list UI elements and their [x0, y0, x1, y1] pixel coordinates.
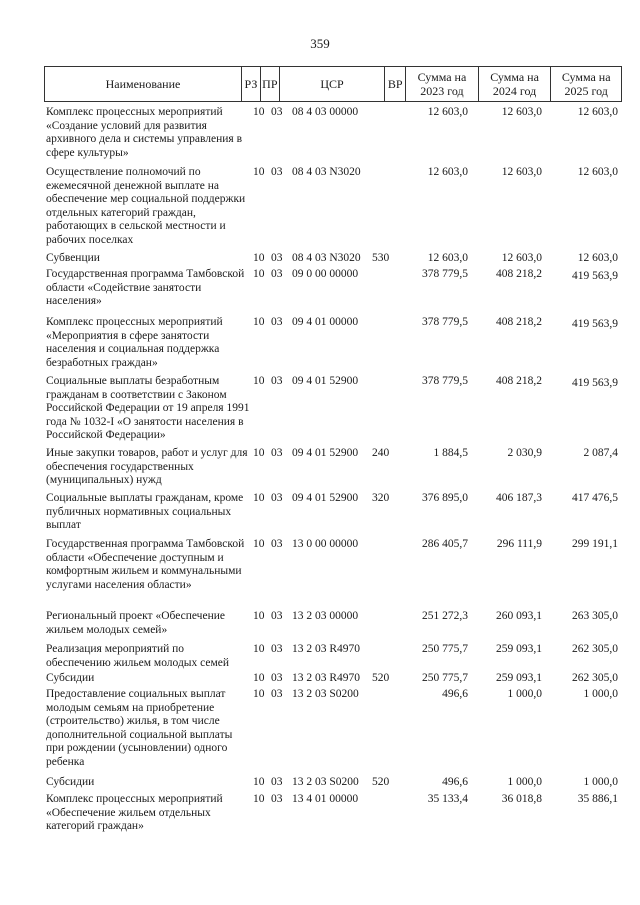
row-rz: 10	[253, 610, 265, 622]
row-sum-2025: 419 563,9	[572, 270, 618, 282]
row-sum-2023: 378 779,5	[422, 316, 468, 328]
row-sum-2023: 376 895,0	[422, 492, 468, 504]
row-csr: 13 2 03 S0200	[292, 776, 359, 788]
row-sum-2024: 408 218,2	[496, 316, 542, 328]
row-sum-2024: 296 111,9	[496, 538, 542, 550]
row-sum-2023: 250 775,7	[422, 672, 468, 684]
row-pr: 03	[271, 610, 283, 622]
row-sum-2024: 36 018,8	[501, 793, 542, 805]
row-sum-2025: 35 886,1	[577, 793, 618, 805]
row-name: Государственная программа Тамбовской области «Обеспечение доступным и комфортным жильем и коммунальными услугами населения области»	[46, 538, 245, 591]
row-sum-2025: 263 305,0	[572, 610, 618, 622]
row-vr: 520	[372, 776, 390, 788]
header-csr: ЦСР	[279, 67, 384, 101]
row-pr: 03	[271, 166, 283, 178]
row-rz: 10	[253, 643, 265, 655]
row-csr: 09 4 01 52900	[292, 492, 359, 504]
row-rz: 10	[253, 793, 265, 805]
header-sum-2025: Сумма на 2025 год	[550, 67, 621, 101]
row-sum-2023: 251 272,3	[422, 610, 468, 622]
row-csr: 08 4 03 N3020	[292, 252, 361, 264]
row-pr: 03	[271, 688, 283, 700]
row-pr: 03	[271, 106, 283, 118]
row-sum-2023: 12 603,0	[427, 166, 468, 178]
row-sum-2024: 1 000,0	[507, 688, 542, 700]
row-sum-2023: 286 405,7	[422, 538, 468, 550]
row-pr: 03	[271, 538, 283, 550]
row-rz: 10	[253, 316, 265, 328]
row-vr: 530	[372, 252, 390, 264]
row-pr: 03	[271, 643, 283, 655]
row-sum-2023: 12 603,0	[427, 106, 468, 118]
row-sum-2024: 259 093,1	[496, 643, 542, 655]
header-sum-2023: Сумма на 2023 год	[405, 67, 478, 101]
row-sum-2024: 260 093,1	[496, 610, 542, 622]
row-rz: 10	[253, 375, 265, 387]
row-sum-2024: 2 030,9	[507, 447, 542, 459]
row-pr: 03	[271, 776, 283, 788]
header-name: Наименование	[105, 77, 181, 91]
page-number: 359	[310, 36, 330, 51]
row-rz: 10	[253, 268, 265, 280]
row-sum-2024: 259 093,1	[496, 672, 542, 684]
row-pr: 03	[271, 492, 283, 504]
row-sum-2025: 12 603,0	[577, 166, 618, 178]
row-name: Комплекс процессных мероприятий «Обеспечение жильем отдельных категорий граждан»	[46, 793, 223, 833]
row-name: Комплекс процессных мероприятий «Создание условий для развития архивного дела и системы управления в сфере культуры»	[46, 106, 243, 159]
row-sum-2025: 419 563,9	[572, 377, 618, 389]
row-name: Осуществление полномочий по ежемесячной денежной выплате на обеспечение мер социальной поддержки отдельных категорий граждан, работающих в сельской местности и рабочих поселках	[46, 166, 246, 246]
row-vr: 520	[372, 672, 390, 684]
row-pr: 03	[271, 793, 283, 805]
header-vr: ВР	[384, 67, 405, 101]
row-sum-2024: 406 187,3	[496, 492, 542, 504]
row-rz: 10	[253, 538, 265, 550]
row-name: Региональный проект «Обеспечение жильем молодых семей»	[46, 610, 225, 636]
row-name: Социальные выплаты гражданам, кроме публичных нормативных социальных выплат	[46, 492, 244, 532]
row-pr: 03	[271, 672, 283, 684]
row-name: Комплекс процессных мероприятий «Мероприятия в сфере занятости населения и социальная поддержка безработных граждан»	[46, 316, 223, 369]
row-csr: 09 4 01 52900	[292, 375, 359, 387]
row-vr: 320	[372, 492, 390, 504]
row-sum-2025: 417 476,5	[572, 492, 618, 504]
row-sum-2023: 35 133,4	[427, 793, 468, 805]
row-name: Субсидии	[46, 672, 95, 684]
row-sum-2023: 250 775,7	[422, 643, 468, 655]
row-name: Субвенции	[46, 252, 100, 264]
row-sum-2024: 1 000,0	[507, 776, 542, 788]
row-sum-2023: 378 779,5	[422, 268, 468, 280]
row-pr: 03	[271, 375, 283, 387]
row-sum-2025: 262 305,0	[572, 643, 618, 655]
row-sum-2024: 12 603,0	[501, 166, 542, 178]
row-sum-2023: 496,6	[442, 776, 468, 788]
row-sum-2024: 408 218,2	[496, 268, 542, 280]
row-name: Государственная программа Тамбовской области «Содействие занятости населения»	[46, 268, 245, 308]
row-csr: 13 2 03 S0200	[292, 688, 359, 700]
row-pr: 03	[271, 447, 283, 459]
row-vr: 240	[372, 447, 390, 459]
header-sum-2024: Сумма на 2024 год	[478, 67, 551, 101]
row-pr: 03	[271, 268, 283, 280]
row-rz: 10	[253, 166, 265, 178]
row-rz: 10	[253, 106, 265, 118]
header-rz: РЗ	[241, 67, 260, 101]
row-sum-2025: 2 087,4	[583, 447, 618, 459]
row-rz: 10	[253, 776, 265, 788]
row-name: Социальные выплаты безработным гражданам в соответствии с Законом Российской Федерации от 19 апреля 1991 года № 1032-I «О занятости населения в Российской Федерации»	[46, 375, 250, 442]
header-pr: ПР	[260, 67, 279, 101]
row-sum-2025: 419 563,9	[572, 318, 618, 330]
row-pr: 03	[271, 316, 283, 328]
row-sum-2025: 12 603,0	[577, 106, 618, 118]
row-sum-2025: 1 000,0	[583, 688, 618, 700]
row-csr: 13 4 01 00000	[292, 793, 359, 805]
row-name: Иные закупки товаров, работ и услуг для обеспечения государственных (муниципальных) нужд	[46, 447, 248, 487]
row-sum-2024: 12 603,0	[501, 106, 542, 118]
row-rz: 10	[253, 447, 265, 459]
row-rz: 10	[253, 688, 265, 700]
row-name: Предоставление социальных выплат молодым семьям на приобретение (строительство) жилья, в том числе дополнительной социальной выплаты при рождении (усыновлении) одного ребенка	[46, 688, 233, 768]
row-sum-2023: 1 884,5	[433, 447, 468, 459]
row-rz: 10	[253, 672, 265, 684]
row-sum-2023: 378 779,5	[422, 375, 468, 387]
row-sum-2025: 299 191,1	[572, 538, 618, 550]
row-rz: 10	[253, 492, 265, 504]
row-sum-2024: 408 218,2	[496, 375, 542, 387]
row-name: Субсидии	[46, 776, 95, 788]
row-csr: 13 0 00 00000	[292, 538, 359, 550]
row-sum-2025: 12 603,0	[577, 252, 618, 264]
row-sum-2024: 12 603,0	[501, 252, 542, 264]
row-sum-2023: 496,6	[442, 688, 468, 700]
row-pr: 03	[271, 252, 283, 264]
row-name: Реализация мероприятий по обеспечению жильем молодых семей	[46, 643, 230, 669]
row-rz: 10	[253, 252, 265, 264]
row-csr: 08 4 03 00000	[292, 106, 359, 118]
row-csr: 09 0 00 00000	[292, 268, 359, 280]
row-csr: 09 4 01 52900	[292, 447, 359, 459]
row-csr: 13 2 03 R4970	[292, 672, 361, 684]
row-csr: 13 2 03 R4970	[292, 643, 361, 655]
row-sum-2023: 12 603,0	[427, 252, 468, 264]
row-csr: 09 4 01 00000	[292, 316, 359, 328]
row-sum-2025: 262 305,0	[572, 672, 618, 684]
row-sum-2025: 1 000,0	[583, 776, 618, 788]
row-csr: 08 4 03 N3020	[292, 166, 361, 178]
row-csr: 13 2 03 00000	[292, 610, 359, 622]
